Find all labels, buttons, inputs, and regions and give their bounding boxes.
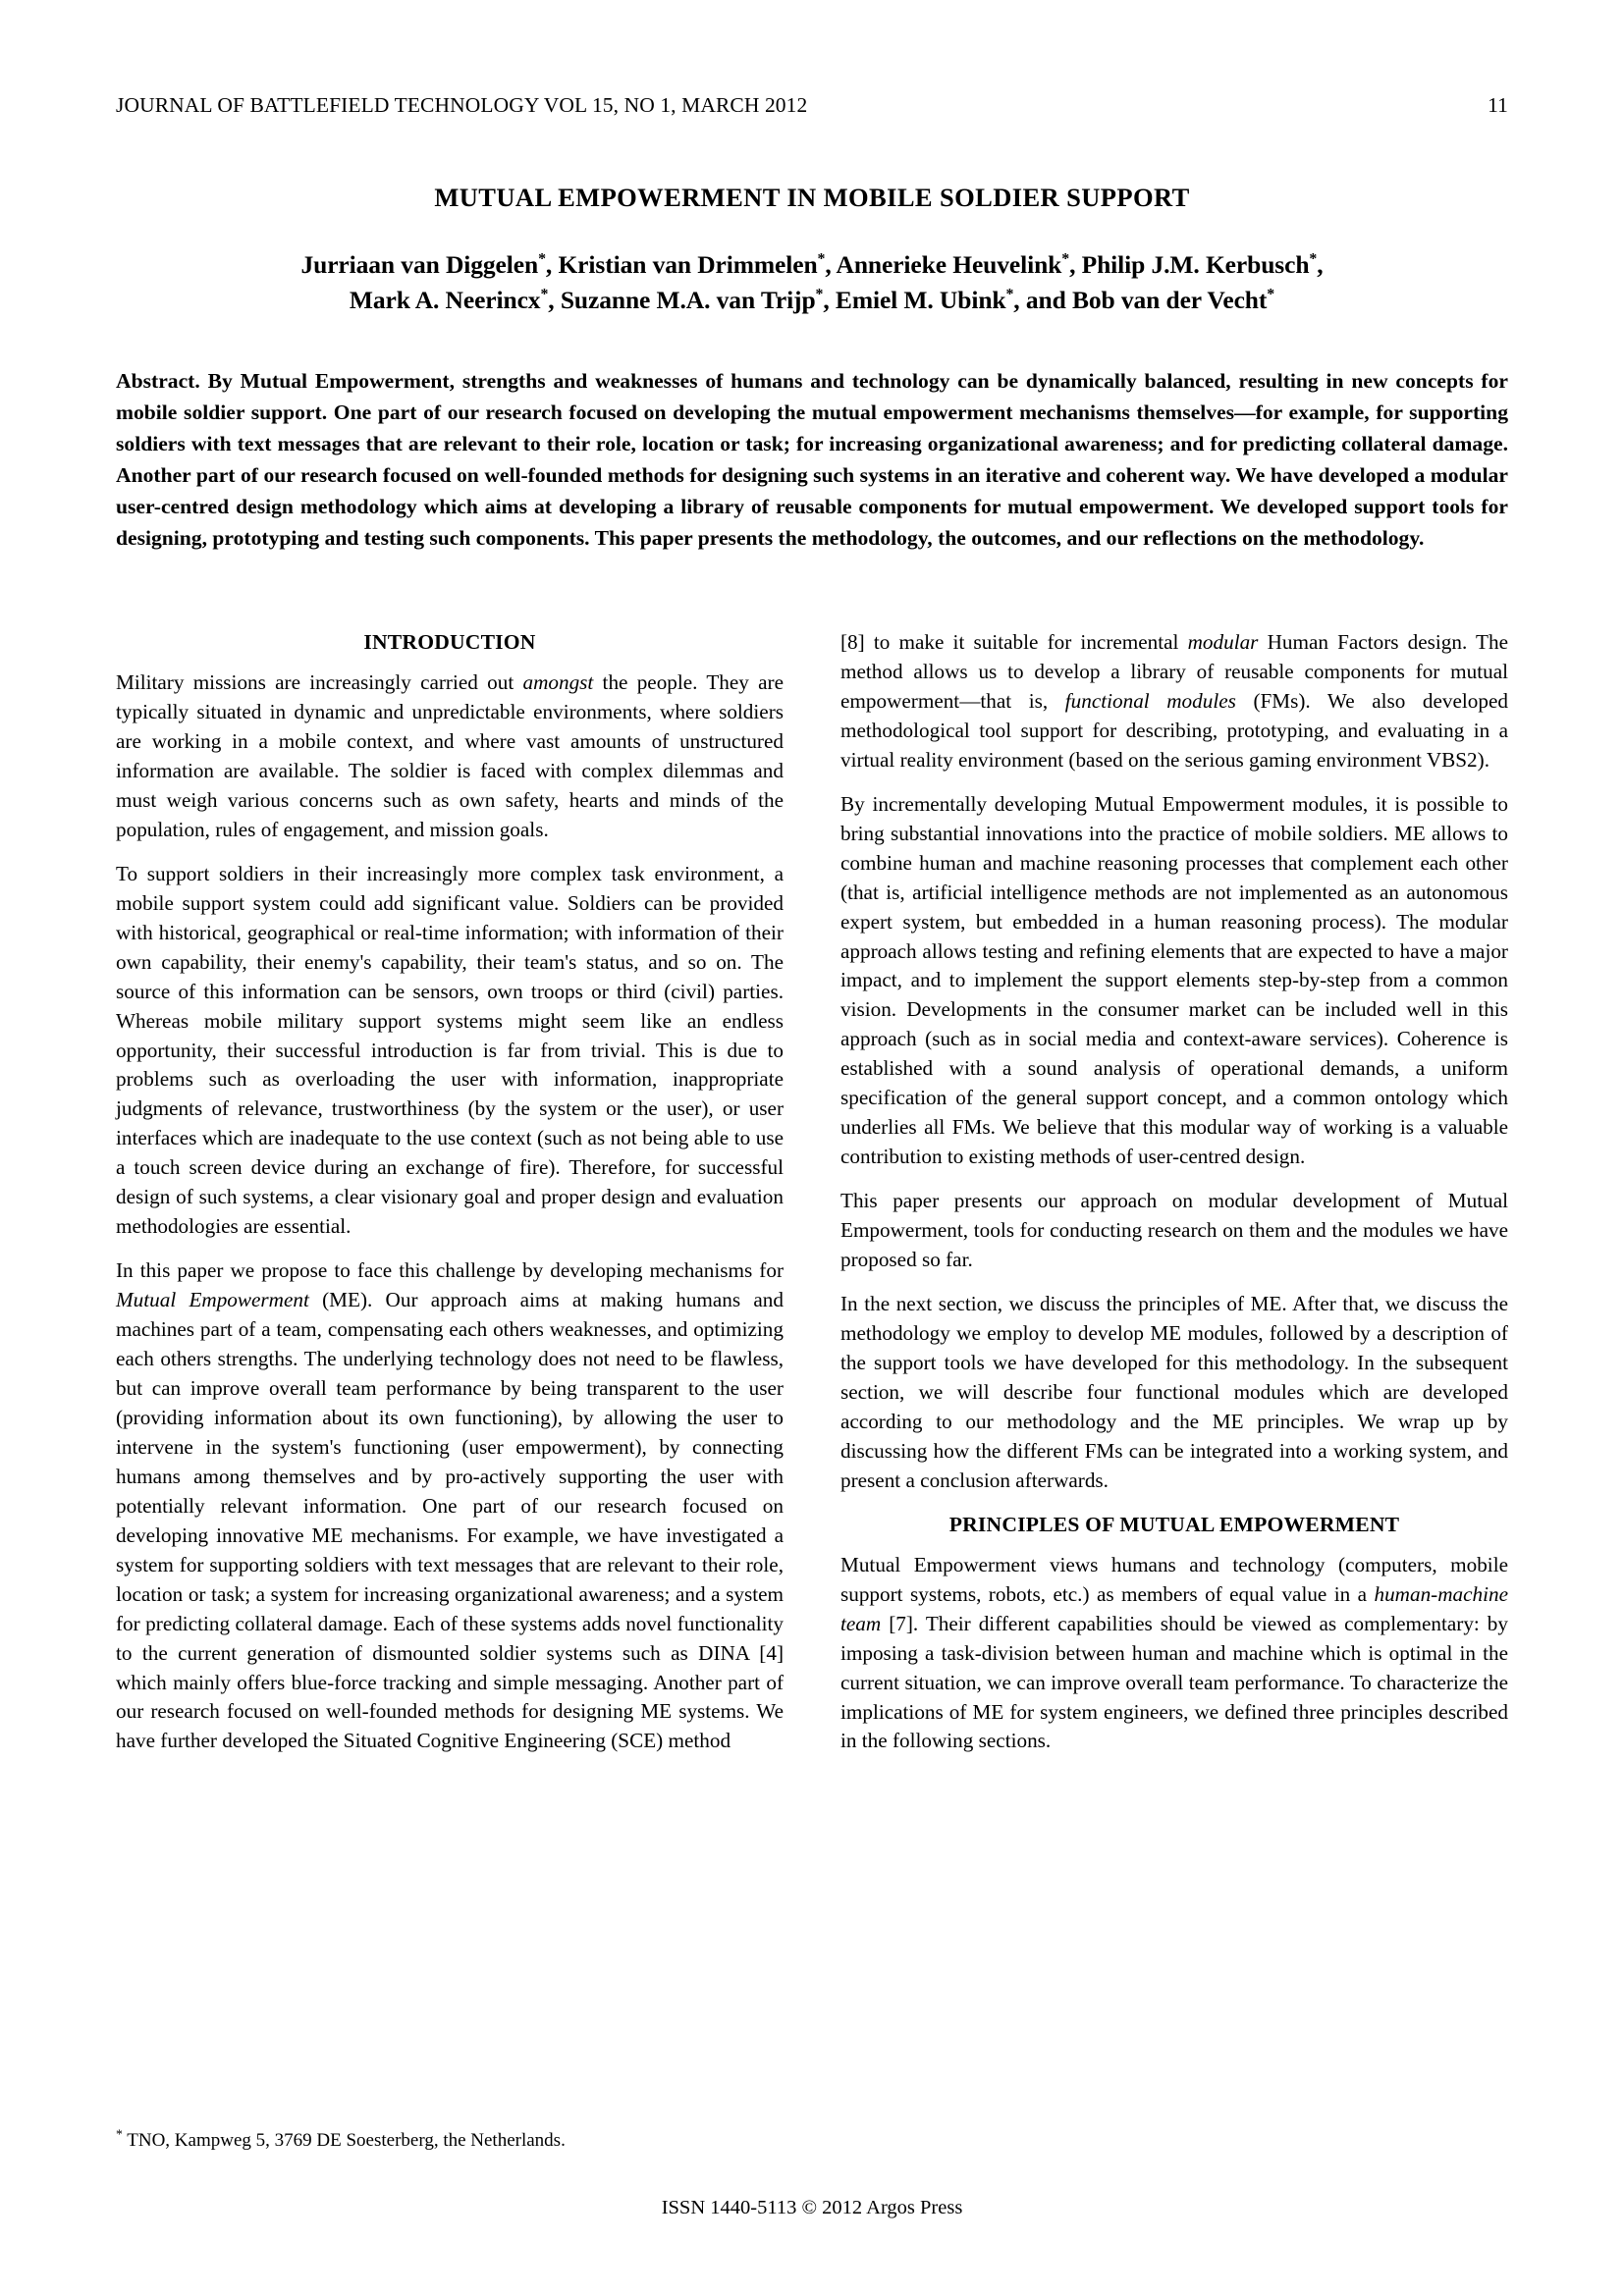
affiliation-marker: * bbox=[1005, 286, 1014, 303]
abstract bbox=[116, 365, 1508, 554]
affiliation-marker: * bbox=[1267, 286, 1275, 303]
text-run: Mutual Empowerment views humans and technology (computers, mobile support systems, robots, etc.) as members of equal value in a bbox=[840, 1552, 1508, 1606]
author-kerbusch: Philip J.M. Kerbusch bbox=[1081, 249, 1310, 279]
abstract-text: By Mutual Empowerment, strengths and weaknesses of humans and technology can be dynamically balanced, resulting in new concepts for mobile soldier support. One part of our research focused on developing the mutual empowerment mechanisms themselves—for example, for supporting soldiers with text messages that are relevant to their role, location or task; for increasing organizational awareness; and for predicting collateral damage. Another part of our research focused on well-founded methods for designing such systems in an iterative and coherent way. We have developed a modular user-centred design methodology which aims at developing a library of reusable components for mutual empowerment. We developed support tools for designing, prototyping and testing such components. This paper presents the methodology, the outcomes, and our reflections on the methodology. bbox=[116, 369, 1508, 551]
section-heading-introduction: INTRODUCTION bbox=[363, 630, 536, 654]
section-heading-principles: PRINCIPLES OF MUTUAL EMPOWERMENT bbox=[948, 1512, 1400, 1536]
abstract-label: Abstract. bbox=[116, 369, 200, 393]
author-list bbox=[116, 247, 1508, 318]
author-drimmelen: Kristian van Drimmelen bbox=[558, 249, 818, 279]
affiliation-marker: * bbox=[817, 250, 826, 268]
emphasis-human-machine-team: human-machine team bbox=[840, 1581, 1508, 1635]
author-trijp: Suzanne M.A. van Trijp bbox=[560, 286, 816, 314]
text-run: [8] to make it suitable for incremental bbox=[840, 630, 1188, 654]
affiliation-marker: * bbox=[815, 286, 824, 303]
paragraph bbox=[840, 1551, 1508, 1757]
footnote-marker: * bbox=[116, 2126, 123, 2142]
body-columns bbox=[116, 628, 1508, 2091]
text-run: In this paper we propose to face this challenge by developing mechanisms for bbox=[116, 1258, 784, 1283]
journal-reference: JOURNAL OF BATTLEFIELD TECHNOLOGY VOL 15, NO 1, MARCH 2012 bbox=[116, 93, 808, 117]
paragraph: To support soldiers in their increasingly more complex task environment, a mobile support system could add significant value. Soldiers can be provided with historical, geographical or real-time information; with information of their own capability, their enemy's capability, their team's status, and so on. The source of this information can be sensors, own troops or third (civil) parties. Whereas mobile military support systems might seem like an endless opportunity, their successful introduction is far from trivial. This is due to problems such as overloading the user with information, inappropriate judgments of relevance, trustworthiness (by the system or the user), or user interfaces which are inadequate to the use context (such as not being able to use a touch screen device during an exchange of fire). Therefore, for successful design of such systems, a clear visionary goal and proper design and evaluation methodologies are essential. bbox=[116, 861, 784, 1239]
author-heuvelink: Annerieke Heuvelink bbox=[836, 249, 1062, 279]
emphasis-mutual-empowerment: Mutual Empowerment bbox=[116, 1288, 309, 1312]
author-diggelen: Jurriaan van Diggelen bbox=[300, 249, 539, 279]
paragraph bbox=[840, 628, 1508, 775]
affiliation-marker: * bbox=[538, 250, 546, 268]
page-footer: ISSN 1440-5113 © 2012 Argos Press bbox=[661, 2197, 963, 2218]
author-line-2: Mark A. Neerincx*, Suzanne M.A. van Trijp*, Emiel M. Ubink*, and Bob van der Vecht* bbox=[349, 286, 1275, 314]
left-column bbox=[116, 628, 784, 2091]
footnote bbox=[116, 2128, 784, 2154]
author-ubink: Emiel M. Ubink bbox=[835, 286, 1006, 314]
text-run: Human Factors design. The method allows us to develop a library of reusable components for mutual empowerment—that is, bbox=[840, 630, 1508, 713]
text-run: (ME). Our approach aims at making humans and machines part of a team, compensating each others weaknesses, and optimizing each others strengths. The underlying technology does not need to be flawless, but can improve overall team performance by being transparent to the user (providing information about its own functioning), by allowing the user to intervene in the system's functioning (user empowerment), by connecting humans among themselves and by pro-actively supporting the user with potentially relevant information. One part of our research focused on developing innovative ME mechanisms. For example, we have investigated a system for supporting soldiers with text messages that are relevant to their role, location or task; a system for increasing organizational awareness; and a system for predicting collateral damage. Each of these systems adds novel functionality to the current generation of dismounted soldier systems such as DINA [4] which mainly offers blue-force tracking and simple messaging. Another part of our research focused on well-founded methods for designing ME systems. We have further developed the Situated Cognitive Engineering (SCE) method bbox=[116, 1288, 784, 1753]
title-block bbox=[116, 183, 1508, 318]
text-run: [7]. Their different capabilities should be viewed as complementary: by imposing a task-division between human and machine which is optimal in the current situation, we can improve overall team performance. To characterize the implications of ME for system engineers, we defined three principles described in the following sections. bbox=[840, 1611, 1508, 1753]
author-vecht: Bob van der Vecht bbox=[1071, 286, 1268, 314]
paragraph: By incrementally developing Mutual Empowerment modules, it is possible to bring substantial innovations into the practice of mobile soldiers. ME allows to combine human and machine reasoning processes that complement each other (that is, artificial intelligence methods are not implemented as an autonomous expert system, but embedded in a human reasoning process). The modular approach allows testing and refining elements that are expected to have a major impact, and to implement the support elements step-by-step from a common vision. Developments in the consumer market can be included well in this approach (such as in social media and context-aware services). Coherence is established with a sound analysis of operational demands, a uniform specification of the general support concept, and a common ontology which underlies all FMs. We believe that this modular way of working is a valuable contribution to existing methods of user-centred design. bbox=[840, 791, 1508, 1169]
affiliation-marker: * bbox=[1061, 250, 1070, 268]
paragraph: In the next section, we discuss the principles of ME. After that, we discuss the methodology we employ to develop ME modules, followed by a description of the support tools we have developed for this methodology. In the subsequent section, we will describe four functional modules which are developed according to our methodology and the ME principles. We wrap up by discussing how the different FMs can be integrated into a working system, and present a conclusion afterwards. bbox=[840, 1292, 1508, 1492]
affiliation-marker: * bbox=[540, 286, 549, 303]
text-run: (FMs). We also developed methodological tool support for describing, prototyping, and evaluating in a virtual reality environment (based on the serious gaming environment VBS2). bbox=[840, 688, 1508, 772]
footnote-text: TNO, Kampweg 5, 3769 DE Soesterberg, the Netherlands. bbox=[122, 2130, 566, 2151]
emphasis-functional-modules: functional modules bbox=[1064, 688, 1236, 713]
author-neerincx: Mark A. Neerincx bbox=[349, 286, 541, 314]
emphasis-amongst: amongst bbox=[522, 670, 594, 695]
page-title: MUTUAL EMPOWERMENT IN MOBILE SOLDIER SUPPORT bbox=[434, 183, 1190, 212]
paragraph bbox=[116, 1256, 784, 1756]
page-number: 11 bbox=[1488, 93, 1508, 117]
text-run: Military missions are increasingly carried out bbox=[116, 670, 523, 695]
emphasis-modular: modular bbox=[1187, 630, 1259, 654]
paragraph bbox=[116, 668, 784, 845]
right-column bbox=[840, 628, 1508, 2091]
paragraph: This paper presents our approach on modular development of Mutual Empowerment, tools for conducting research on them and the modules we have proposed so far. bbox=[840, 1189, 1508, 1272]
author-line-1: Jurriaan van Diggelen*, Kristian van Drimmelen*, Annerieke Heuvelink*, Philip J.M. Kerbusch*, bbox=[300, 249, 1324, 279]
text-run: the people. They are typically situated in dynamic and unpredictable environments, where soldiers are working in a mobile context, and where vast amounts of unstructured information are available. The soldier is faced with complex dilemmas and must weigh various concerns such as own safety, hearts and minds of the population, rules of engagement, and mission goals. bbox=[116, 670, 785, 841]
running-head bbox=[116, 94, 1508, 118]
affiliation-marker: * bbox=[1309, 250, 1318, 268]
